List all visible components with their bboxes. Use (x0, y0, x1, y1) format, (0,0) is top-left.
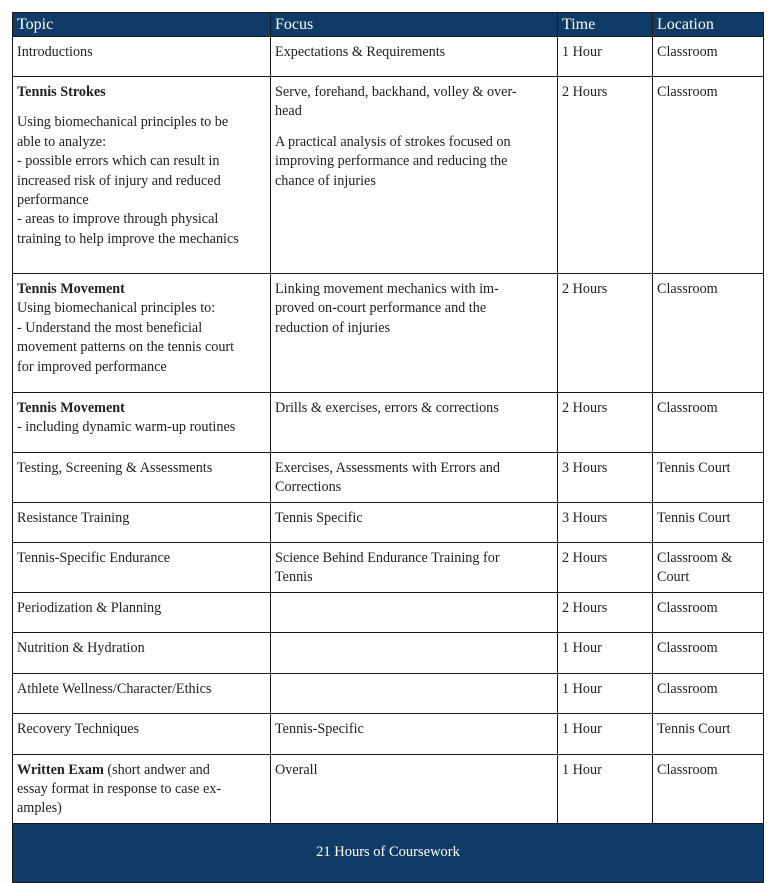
topic-line: Athlete Wellness/Character/Ethics (17, 680, 212, 697)
focus-cell (271, 502, 558, 542)
focus-line: proved on-court performance and the (275, 300, 487, 317)
time-cell: 1 Hour (558, 37, 653, 77)
topic-line: - possible errors which can result in (17, 153, 220, 170)
table-row (13, 673, 764, 713)
focus-line: Expectations & Requirements (275, 44, 446, 60)
header-row (13, 13, 764, 37)
footer-row (13, 823, 764, 882)
table-row (13, 713, 764, 754)
table-row (13, 592, 764, 632)
focus-line: Science Behind Endurance Training for (275, 549, 500, 566)
topic-cell (13, 754, 271, 823)
table-row (13, 502, 764, 542)
location-cell: Classroom (653, 632, 764, 673)
topic-line: training to help improve the mechanics (17, 230, 239, 247)
topic-line: essay format in response to case ex- (17, 781, 222, 798)
topic-line: Tennis-Specific Endurance (17, 549, 171, 566)
topic-line: for improved performance (17, 358, 167, 375)
table-row (13, 393, 764, 453)
topic-first-line (17, 761, 266, 780)
focus-line: Exercises, Assessments with Errors and (275, 460, 500, 476)
topic-line: - areas to improve through physical (17, 211, 219, 228)
focus-line: Drills & exercises, errors & corrections (275, 400, 499, 416)
topic-cell (13, 713, 271, 754)
location-cell: Classroom (653, 393, 764, 453)
location-cell: Classroom (653, 673, 764, 713)
focus-line: Corrections (275, 479, 342, 496)
time-cell: 2 Hours (558, 542, 653, 592)
location-cell: Tennis Court (653, 453, 764, 503)
topic-cell (13, 502, 271, 542)
topic-line: Testing, Screening & Assessments (17, 460, 213, 476)
focus-line: Tennis (275, 569, 313, 586)
table-row (13, 77, 764, 274)
focus-cell (271, 77, 558, 274)
topic-line: - including dynamic warm-up routines (17, 419, 236, 436)
topic-line: Using biomechanical principles to: (17, 300, 216, 317)
topic-line: increased risk of injury and reduced (17, 172, 221, 189)
topic-line: Recovery Techniques (17, 720, 140, 737)
focus-cell (271, 37, 558, 77)
location-cell: Classroom (653, 274, 764, 393)
topic-cell (13, 37, 271, 77)
topic-line: Periodization & Planning (17, 599, 162, 616)
time-cell: 2 Hours (558, 77, 653, 274)
focus-line: Overall (275, 761, 318, 778)
location-cell: Tennis Court (653, 713, 764, 754)
topic-title: Tennis Movement (17, 400, 125, 416)
topic-title: Tennis Movement (17, 281, 125, 297)
time-cell: 1 Hour (558, 632, 653, 673)
time-cell: 3 Hours (558, 453, 653, 503)
time-cell: 3 Hours (558, 502, 653, 542)
topic-cell (13, 393, 271, 453)
topic-line: Using biomechanical principles to be (17, 114, 229, 131)
header-time: Time (558, 13, 653, 37)
table-row (13, 453, 764, 503)
focus-cell (271, 592, 558, 632)
location-cell (653, 542, 764, 592)
table-row (13, 754, 764, 823)
topic-cell (13, 77, 271, 274)
time-cell: 1 Hour (558, 673, 653, 713)
topic-title: Tennis Strokes (17, 84, 106, 100)
focus-cell (271, 453, 558, 503)
time-cell: 1 Hour (558, 713, 653, 754)
table-row (13, 542, 764, 592)
topic-line: movement patterns on the tennis court (17, 339, 235, 356)
header-focus: Focus (271, 13, 558, 37)
topic-line: amples) (17, 800, 62, 817)
location-cell: Classroom (653, 77, 764, 274)
table-row (13, 632, 764, 673)
focus-line: Tennis Specific (275, 509, 363, 526)
topic-cell (13, 453, 271, 503)
header-topic: Topic (13, 13, 271, 37)
focus-line: A practical analysis of strokes focused on (275, 133, 511, 150)
focus-cell (271, 274, 558, 393)
location-cell: Tennis Court (653, 502, 764, 542)
location-cell: Classroom (653, 37, 764, 77)
topic-cell (13, 632, 271, 673)
topic-line: able to analyze: (17, 133, 107, 150)
focus-line: Linking movement mechanics with im- (275, 281, 499, 297)
time-cell: 2 Hours (558, 274, 653, 393)
focus-line: Serve, forehand, backhand, volley & over- (275, 84, 517, 100)
focus-line: head (275, 103, 302, 120)
topic-cell (13, 673, 271, 713)
schedule-table (12, 12, 764, 883)
location-cell: Classroom (653, 592, 764, 632)
time-cell: 2 Hours (558, 592, 653, 632)
location-cell: Classroom (653, 754, 764, 823)
focus-cell (271, 754, 558, 823)
time-cell: 1 Hour (558, 754, 653, 823)
course-schedule (12, 12, 763, 883)
focus-line: Tennis-Specific (275, 720, 364, 737)
topic-line: performance (17, 192, 89, 209)
focus-line: chance of injuries (275, 172, 376, 189)
focus-cell (271, 632, 558, 673)
topic-title: Written Exam (17, 761, 104, 778)
focus-cell (271, 393, 558, 453)
table-row (13, 37, 764, 77)
topic-line: Nutrition & Hydration (17, 639, 145, 656)
header-location: Location (653, 13, 764, 37)
topic-line: Introductions (17, 44, 93, 60)
topic-cell (13, 274, 271, 393)
focus-cell (271, 542, 558, 592)
focus-line: improving performance and reducing the (275, 153, 508, 170)
topic-cell (13, 592, 271, 632)
topic-cell (13, 542, 271, 592)
location-line: Court (657, 569, 690, 586)
topic-title-suffix: (short andwer and (103, 761, 210, 778)
location-line: Classroom & (657, 549, 733, 566)
topic-line: Resistance Training (17, 509, 130, 526)
focus-cell (271, 673, 558, 713)
total-hours: 21 Hours of Coursework (13, 823, 764, 882)
time-cell: 2 Hours (558, 393, 653, 453)
table-row (13, 274, 764, 393)
focus-line: reduction of injuries (275, 319, 391, 336)
topic-line: - Understand the most beneficial (17, 319, 203, 336)
focus-cell (271, 713, 558, 754)
